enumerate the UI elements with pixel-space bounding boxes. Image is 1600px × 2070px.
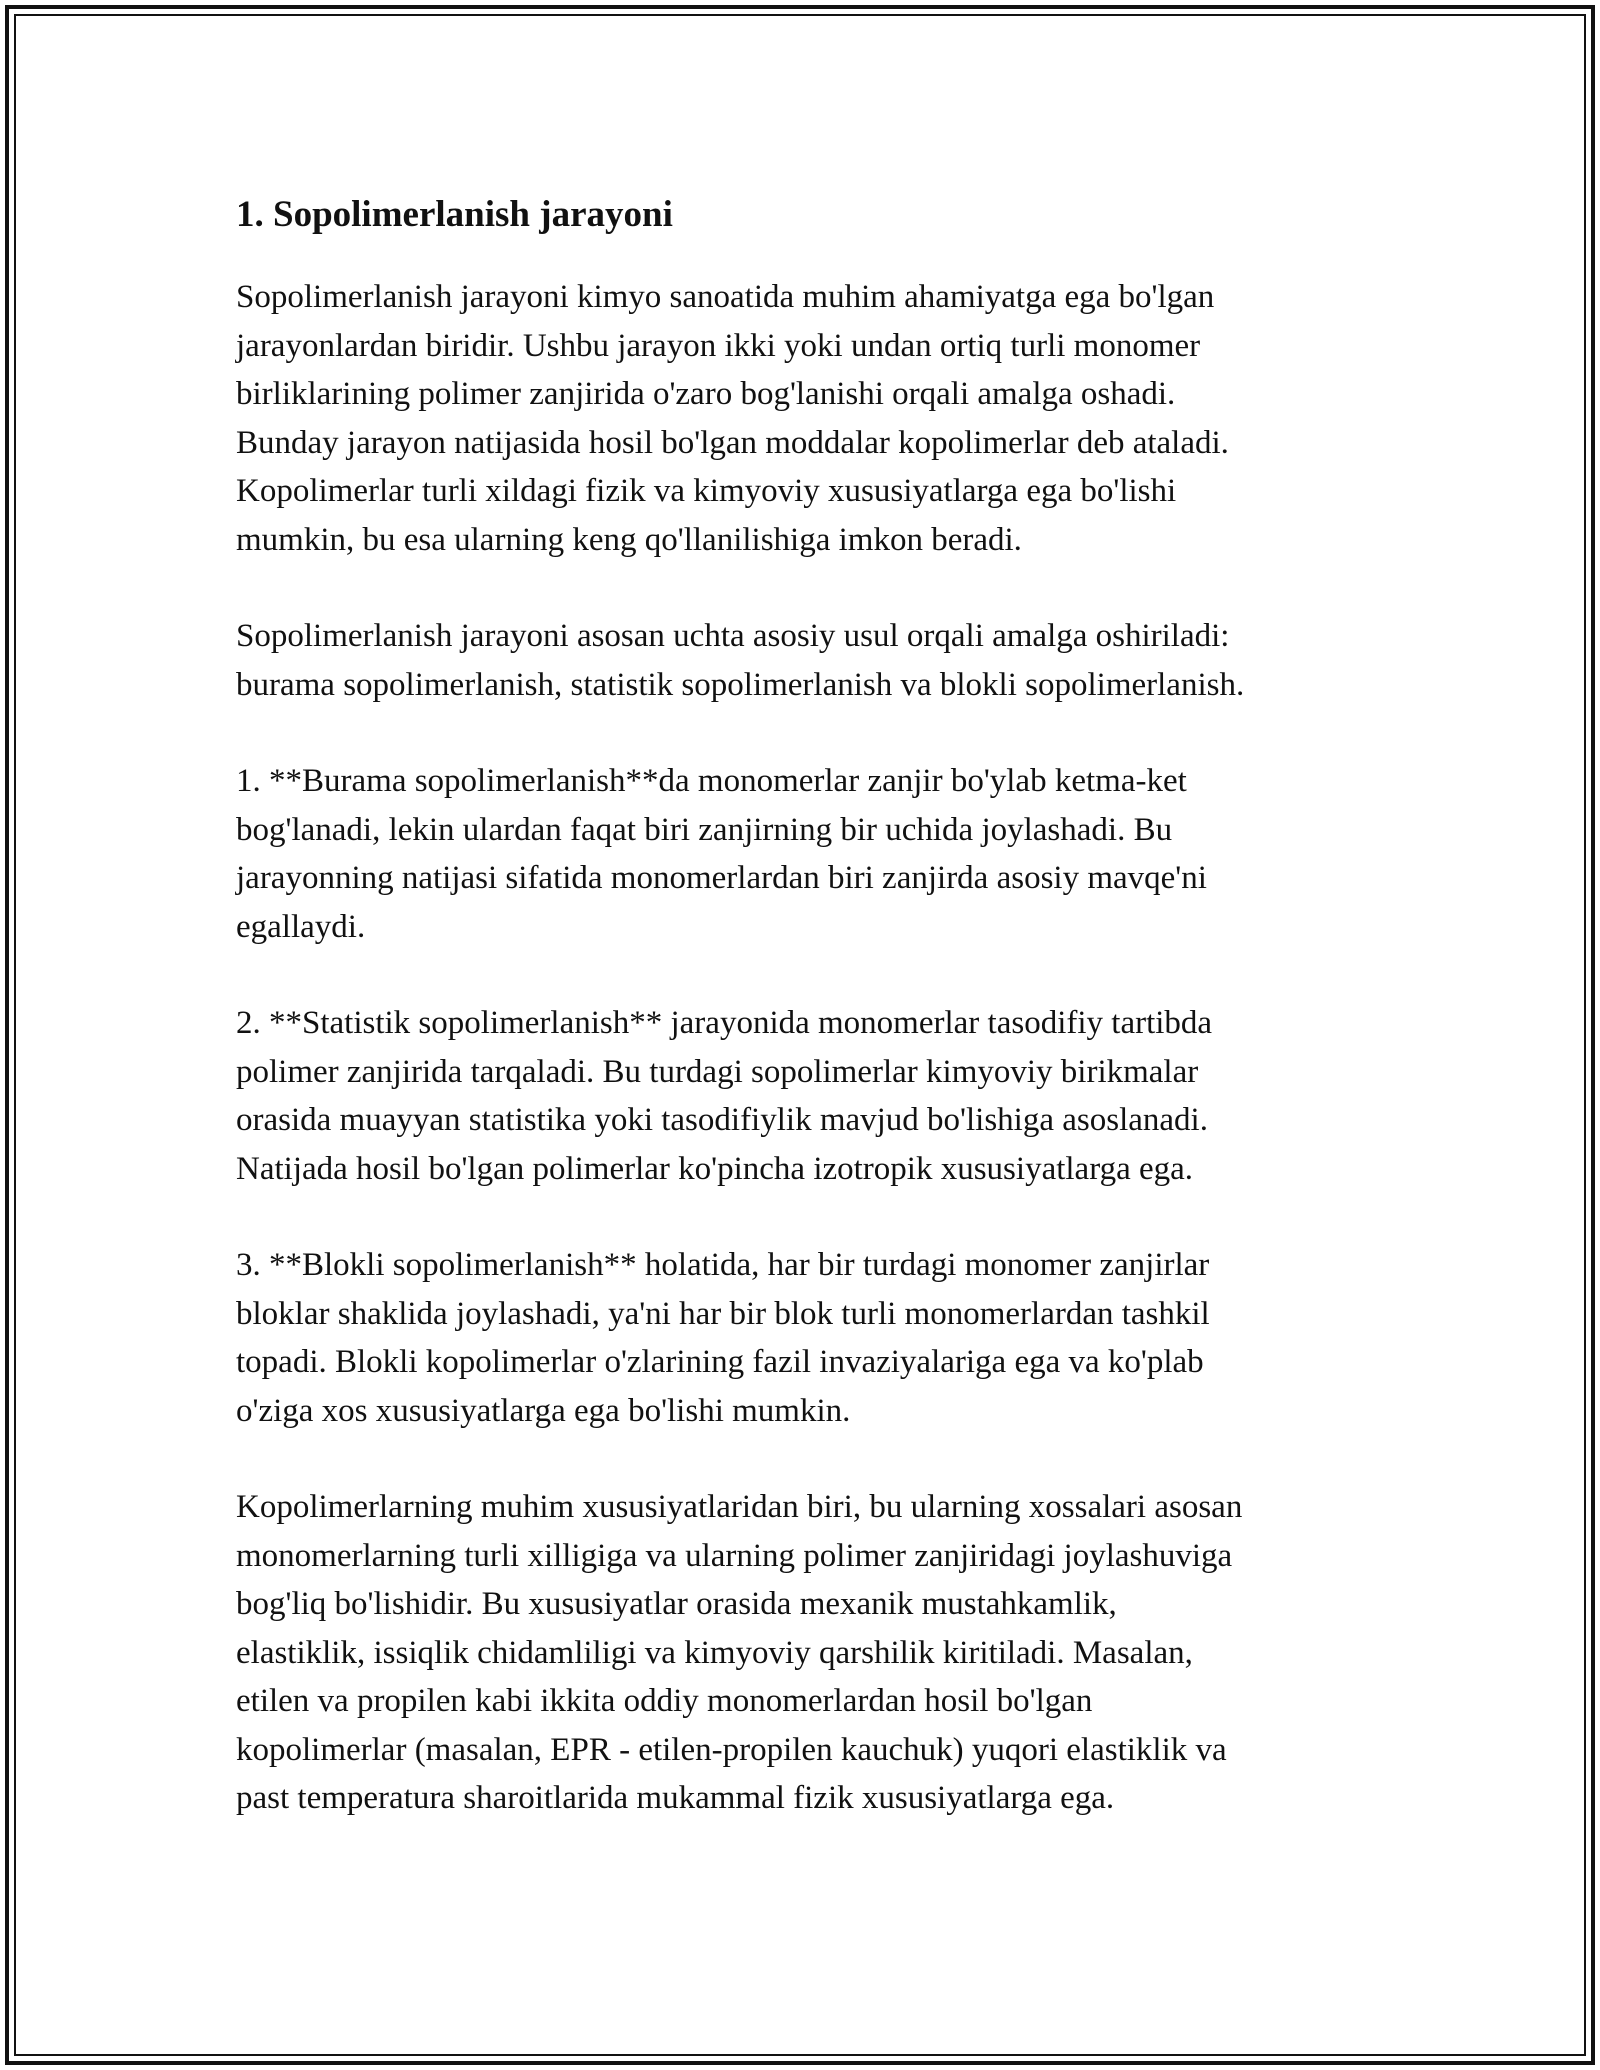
text-line: 2. **Statistik sopolimerlanish** jarayonida monomerlar tasodifiy tartibda (236, 1005, 1213, 1041)
text-line: kopolimerlar (masalan, EPR - etilen-propilen kauchuk) yuqori elastiklik va (236, 1731, 1227, 1768)
text-line: past temperatura sharoitlarida mukammal fizik xususiyatlarga ega. (236, 1780, 1115, 1816)
text-line: bloklar shaklida joylashadi, ya'ni har bir blok turli monomerlardan tashkil (236, 1295, 1210, 1332)
text-line: elastiklik, issiqlik chidamliligi va kimyoviy qarshilik kiritiladi. Masalan, (236, 1634, 1193, 1671)
text-line: Sopolimerlanish jarayoni asosan uchta asosiy usul orqali amalga oshiriladi: (236, 618, 1230, 654)
document-body (236, 185, 1396, 1823)
text-line: bog'liq bo'lishidir. Bu xususiyatlar orasida mexanik mustahkamlik, (236, 1586, 1117, 1622)
text-line: jarayonning natijasi sifatida monomerlardan biri zanjirda asosiy mavqe'ni (236, 860, 1207, 896)
document-title: 1. Sopolimerlanish jarayoni (236, 194, 673, 235)
paragraph-method-2 (236, 999, 1396, 1193)
paragraph-method-1 (236, 757, 1396, 951)
text-line: etilen va propilen kabi ikkita oddiy monomerlardan hosil bo'lgan (236, 1683, 1093, 1719)
text-line: bog'lanadi, lekin ulardan faqat biri zanjirning bir uchida joylashadi. Bu (236, 811, 1173, 848)
text-line: Natijada hosil bo'lgan polimerlar ko'pincha izotropik xususiyatlarga ega. (236, 1150, 1194, 1187)
text-line: topadi. Blokli kopolimerlar o'zlarining fazil invaziyalariga ega va ko'plab (236, 1344, 1204, 1380)
text-line: 3. **Blokli sopolimerlanish** holatida, har bir turdagi monomer zanjirlar (236, 1247, 1210, 1283)
text-line: Kopolimerlarning muhim xususiyatlaridan biri, bu ularning xossalari asosan (236, 1489, 1243, 1525)
text-line: birliklarining polimer zanjirida o'zaro bog'lanishi orqali amalga oshadi. (236, 376, 1176, 412)
text-line: egallaydi. (236, 908, 366, 945)
text-line: Sopolimerlanish jarayoni kimyo sanoatida muhim ahamiyatga ega bo'lgan (236, 279, 1215, 315)
text-line: polimer zanjirida tarqaladi. Bu turdagi sopolimerlar kimyoviy birikmalar (236, 1053, 1199, 1090)
paragraph-introduction (236, 273, 1396, 564)
text-line: burama sopolimerlanish, statistik sopolimerlanish va blokli sopolimerlanish. (236, 666, 1245, 703)
text-line: orasida muayyan statistika yoki tasodifiylik mavjud bo'lishiga asoslanadi. (236, 1102, 1208, 1138)
paragraph-methods-overview (236, 612, 1396, 709)
text-line: monomerlarning turli xilligiga va ularning polimer zanjiridagi joylashuviga (236, 1537, 1233, 1574)
paragraph-properties (236, 1483, 1396, 1823)
text-line: jarayonlardan biridir. Ushbu jarayon ikki yoki undan ortiq turli monomer (236, 327, 1201, 364)
text-line: Kopolimerlar turli xildagi fizik va kimyoviy xususiyatlarga ega bo'lishi (236, 473, 1177, 509)
text-line: o'ziga xos xususiyatlarga ega bo'lishi mumkin. (236, 1392, 851, 1429)
paragraph-method-3 (236, 1241, 1396, 1435)
text-line: mumkin, bu esa ularning keng qo'llanilishiga imkon beradi. (236, 521, 1022, 558)
text-line: Bunday jarayon natijasida hosil bo'lgan moddalar kopolimerlar deb ataladi. (236, 424, 1229, 461)
text-line: 1. **Burama sopolimerlanish**da monomerlar zanjir bo'ylab ketma-ket (236, 763, 1187, 799)
